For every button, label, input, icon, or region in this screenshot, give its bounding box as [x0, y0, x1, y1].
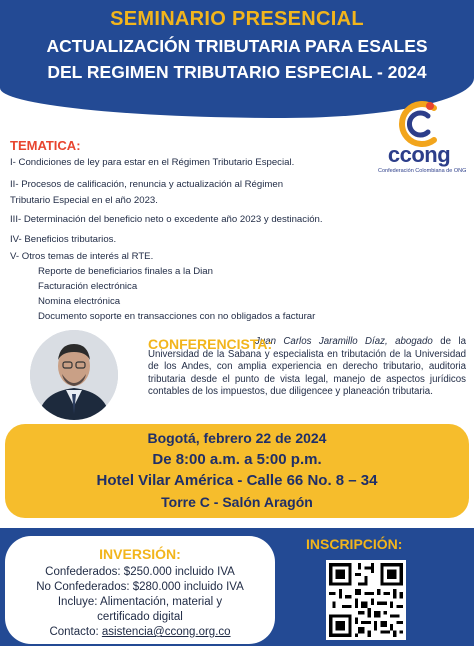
qr-code-icon[interactable] [326, 560, 406, 640]
investment-heading: INVERSIÓN: [99, 546, 181, 562]
price-no-confederados: No Confederados: $280.000 incluido IVA [36, 581, 244, 593]
tematica-item: I- Condiciones de ley para estar en el Régimen Tributario Especial. [10, 157, 295, 168]
ccong-logo-mark-icon [394, 100, 444, 148]
tematica-item: IV- Beneficios tributarios. [10, 234, 117, 245]
includes-line1: Incluye: Alimentación, material y [57, 596, 223, 608]
speaker-photo [30, 330, 118, 420]
event-date: Bogotá, febrero 22 de 2024 [147, 430, 327, 446]
event-time: De 8:00 a.m. a 5:00 p.m. [152, 451, 322, 468]
contact-email-link[interactable]: asistencia@ccong.org.co [101, 626, 231, 638]
logo-wordmark: ccong [387, 142, 451, 167]
event-details-box [5, 424, 469, 518]
speaker-bio-first-line: Juan Carlos Jaramillo Díaz, abogado [255, 336, 433, 347]
contact-label: Contacto: [49, 626, 99, 638]
tematica-heading: TEMATICA: [10, 138, 81, 153]
event-venue: Hotel Vilar América - Calle 66 No. 8 – 34 [96, 472, 378, 489]
logo-subtitle: Confederación Colombiana de ONG [378, 168, 467, 174]
contact-line [5, 626, 275, 638]
tematica-item: V- Otros temas de interés al RTE. [10, 251, 154, 262]
ccong-logo [378, 100, 467, 178]
tematica-item: Tributario Especial en el año 2023. [10, 195, 158, 206]
tematica-subitem: Documento soporte en transacciones con no obligados a facturar [38, 311, 316, 322]
seminar-title-line1: ACTUALIZACIÓN TRIBUTARIA PARA ESALES [46, 36, 428, 56]
qr-code-graphic [326, 560, 406, 640]
price-confederados: Confederados: $250.000 incluido IVA [45, 566, 235, 578]
tematica-subitem: Nomina electrónica [38, 296, 121, 307]
tematica-subitem: Reporte de beneficiarios finales a la Dian [38, 266, 213, 277]
tematica-item: III- Determinación del beneficio neto o excedente año 2023 y destinación. [10, 214, 323, 225]
includes-line2: certificado digital [97, 611, 183, 623]
speaker-portrait-icon [30, 330, 118, 420]
tematica-item: II- Procesos de calificación, renuncia y actualización al Régimen [10, 179, 284, 190]
seminar-title-line2: DEL REGIMEN TRIBUTARIO ESPECIAL - 2024 [47, 62, 427, 82]
investment-card [5, 536, 275, 644]
tematica-subitem: Facturación electrónica [38, 281, 138, 292]
event-type-title: SEMINARIO PRESENCIAL [110, 8, 364, 30]
inscription-heading: INSCRIPCIÓN: [306, 536, 403, 552]
speaker-label: CONFERENCISTA: [148, 336, 273, 352]
speaker-bio-rest: de la Universidad de la Sabana y especialista en tributación de la Universidad de los Andes, con amplia experiencia en derecho tributario, auditoria tributaria desde el punto de vista legal, manejo de aspectos jurídicos contables de los impuestos, due diligencee y planeación tributaria. [148, 336, 466, 398]
event-room: Torre C - Salón Aragón [161, 494, 313, 510]
